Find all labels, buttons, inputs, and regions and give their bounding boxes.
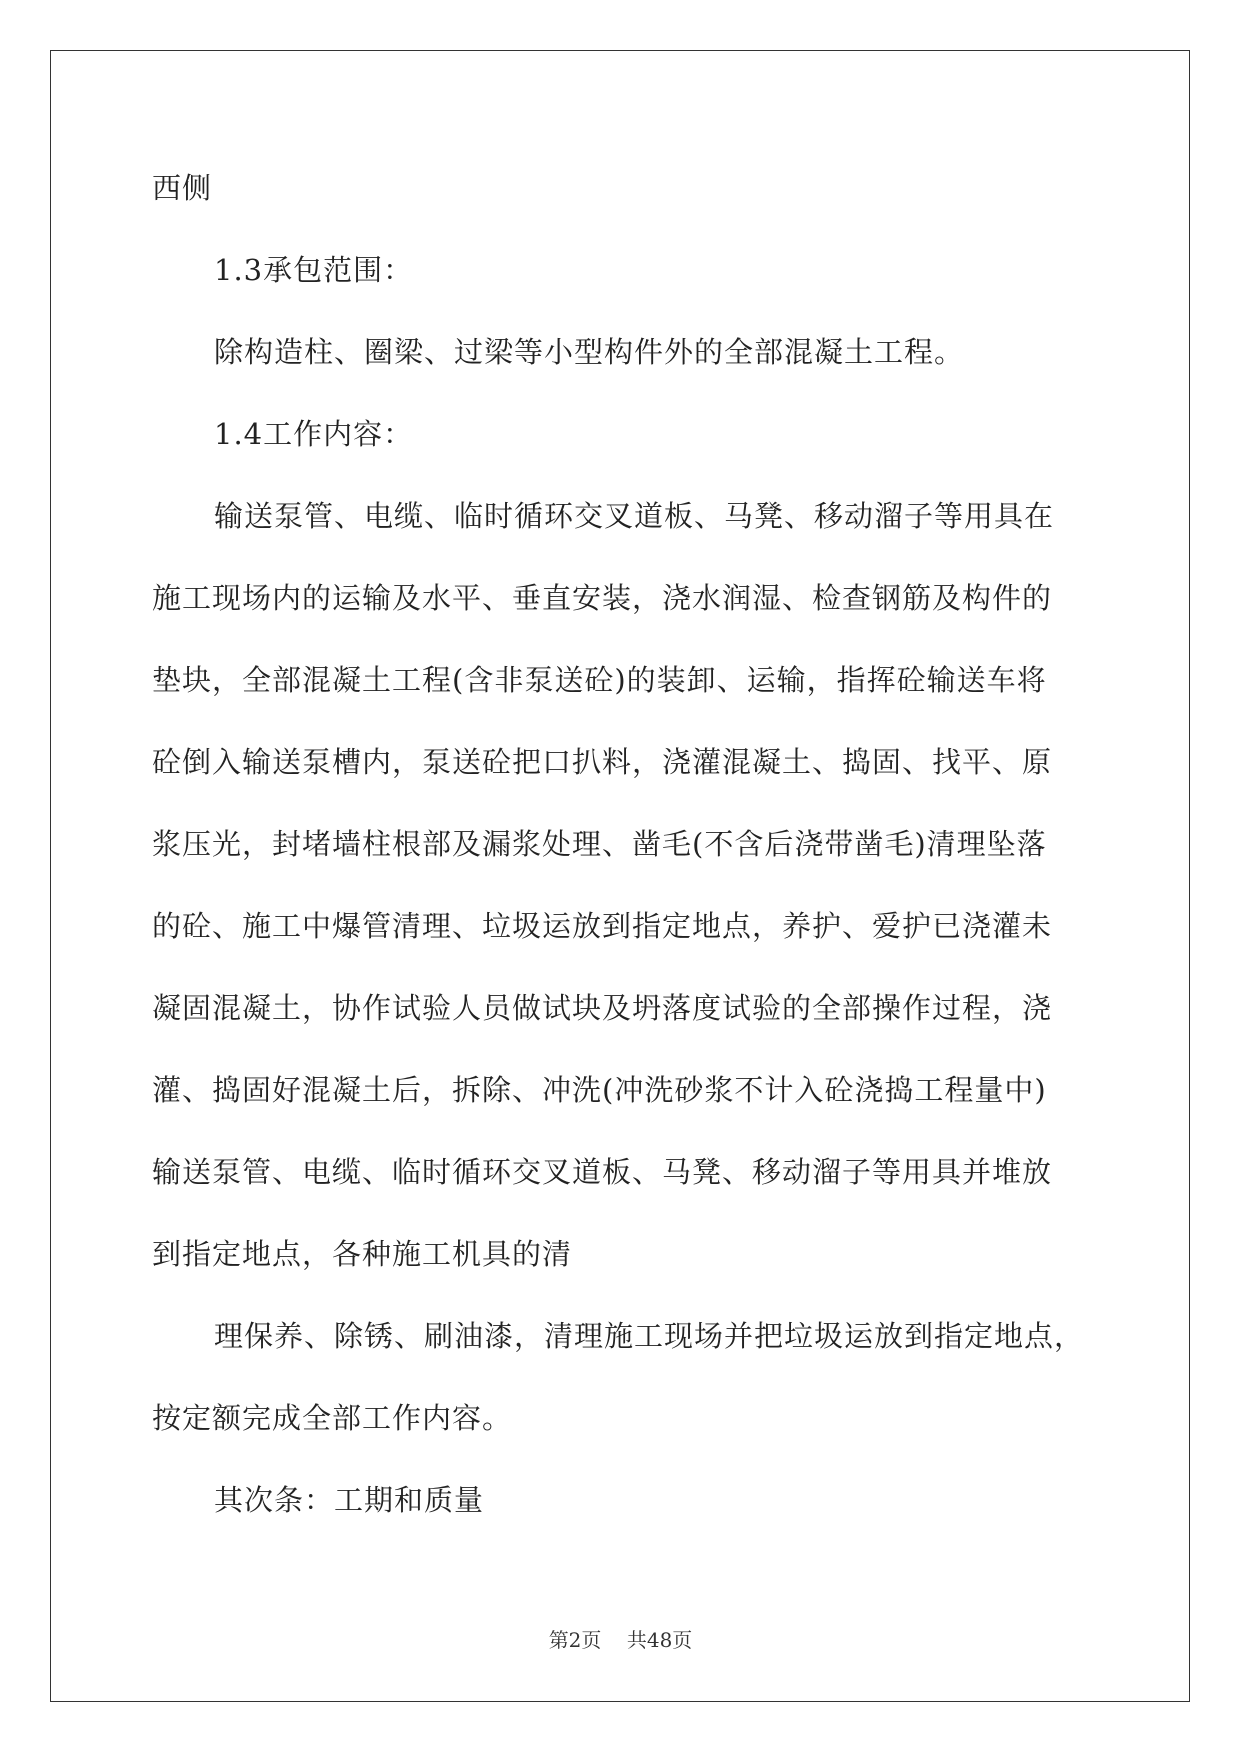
paragraph-line: 输送泵管、电缆、临时循环交叉道板、马凳、移动溜子等用具在 xyxy=(214,499,1055,533)
paragraph-line: 输送泵管、电缆、临时循环交叉道板、马凳、移动溜子等用具并堆放 xyxy=(152,1155,1053,1189)
paragraph-line: 到指定地点，各种施工机具的清 xyxy=(152,1237,573,1271)
text-line-scope: 除构造柱、圈梁、过梁等小型构件外的全部混凝土工程。 xyxy=(214,335,965,369)
page-footer xyxy=(0,1628,1241,1652)
paragraph-line: 的砼、施工中爆管清理、垃圾运放到指定地点，养护、爱护已浇灌未 xyxy=(152,909,1053,943)
paragraph-line: 施工现场内的运输及水平、垂直安装，浇水润湿、检查钢筋及构件的 xyxy=(152,581,1053,615)
text-line-west-side: 西侧 xyxy=(152,171,213,205)
paragraph-line: 凝固混凝土，协作试验人员做试块及坍落度试验的全部操作过程，浇 xyxy=(152,991,1053,1025)
paragraph-line: 灌、捣固好混凝土后，拆除、冲洗(冲洗砂浆不计入砼浇捣工程量中) xyxy=(152,1073,1047,1107)
paragraph-line: 浆压光，封堵墙柱根部及漏浆处理、凿毛(不含后浇带凿毛)清理坠落 xyxy=(152,827,1047,861)
paragraph-line: 砼倒入输送泵槽内，泵送砼把口扒料，浇灌混凝土、捣固、找平、原 xyxy=(152,745,1053,779)
page-number: 第2页 xyxy=(548,1628,602,1652)
document-body xyxy=(152,168,1092,1520)
paragraph-line: 垫块，全部混凝土工程(含非泵送砼)的装卸、运输，指挥砼输送车将 xyxy=(152,663,1047,697)
paragraph-line: 按定额完成全部工作内容。 xyxy=(152,1401,513,1435)
page-total: 共48页 xyxy=(626,1628,693,1652)
section-heading-schedule-quality: 其次条：工期和质量 xyxy=(214,1483,485,1517)
section-heading-scope: 1.3承包范围： xyxy=(214,253,414,287)
paragraph-line: 理保养、除锈、刷油漆，清理施工现场并把垃圾运放到指定地点， xyxy=(214,1319,1085,1353)
section-heading-work-content: 1.4工作内容： xyxy=(214,417,414,451)
